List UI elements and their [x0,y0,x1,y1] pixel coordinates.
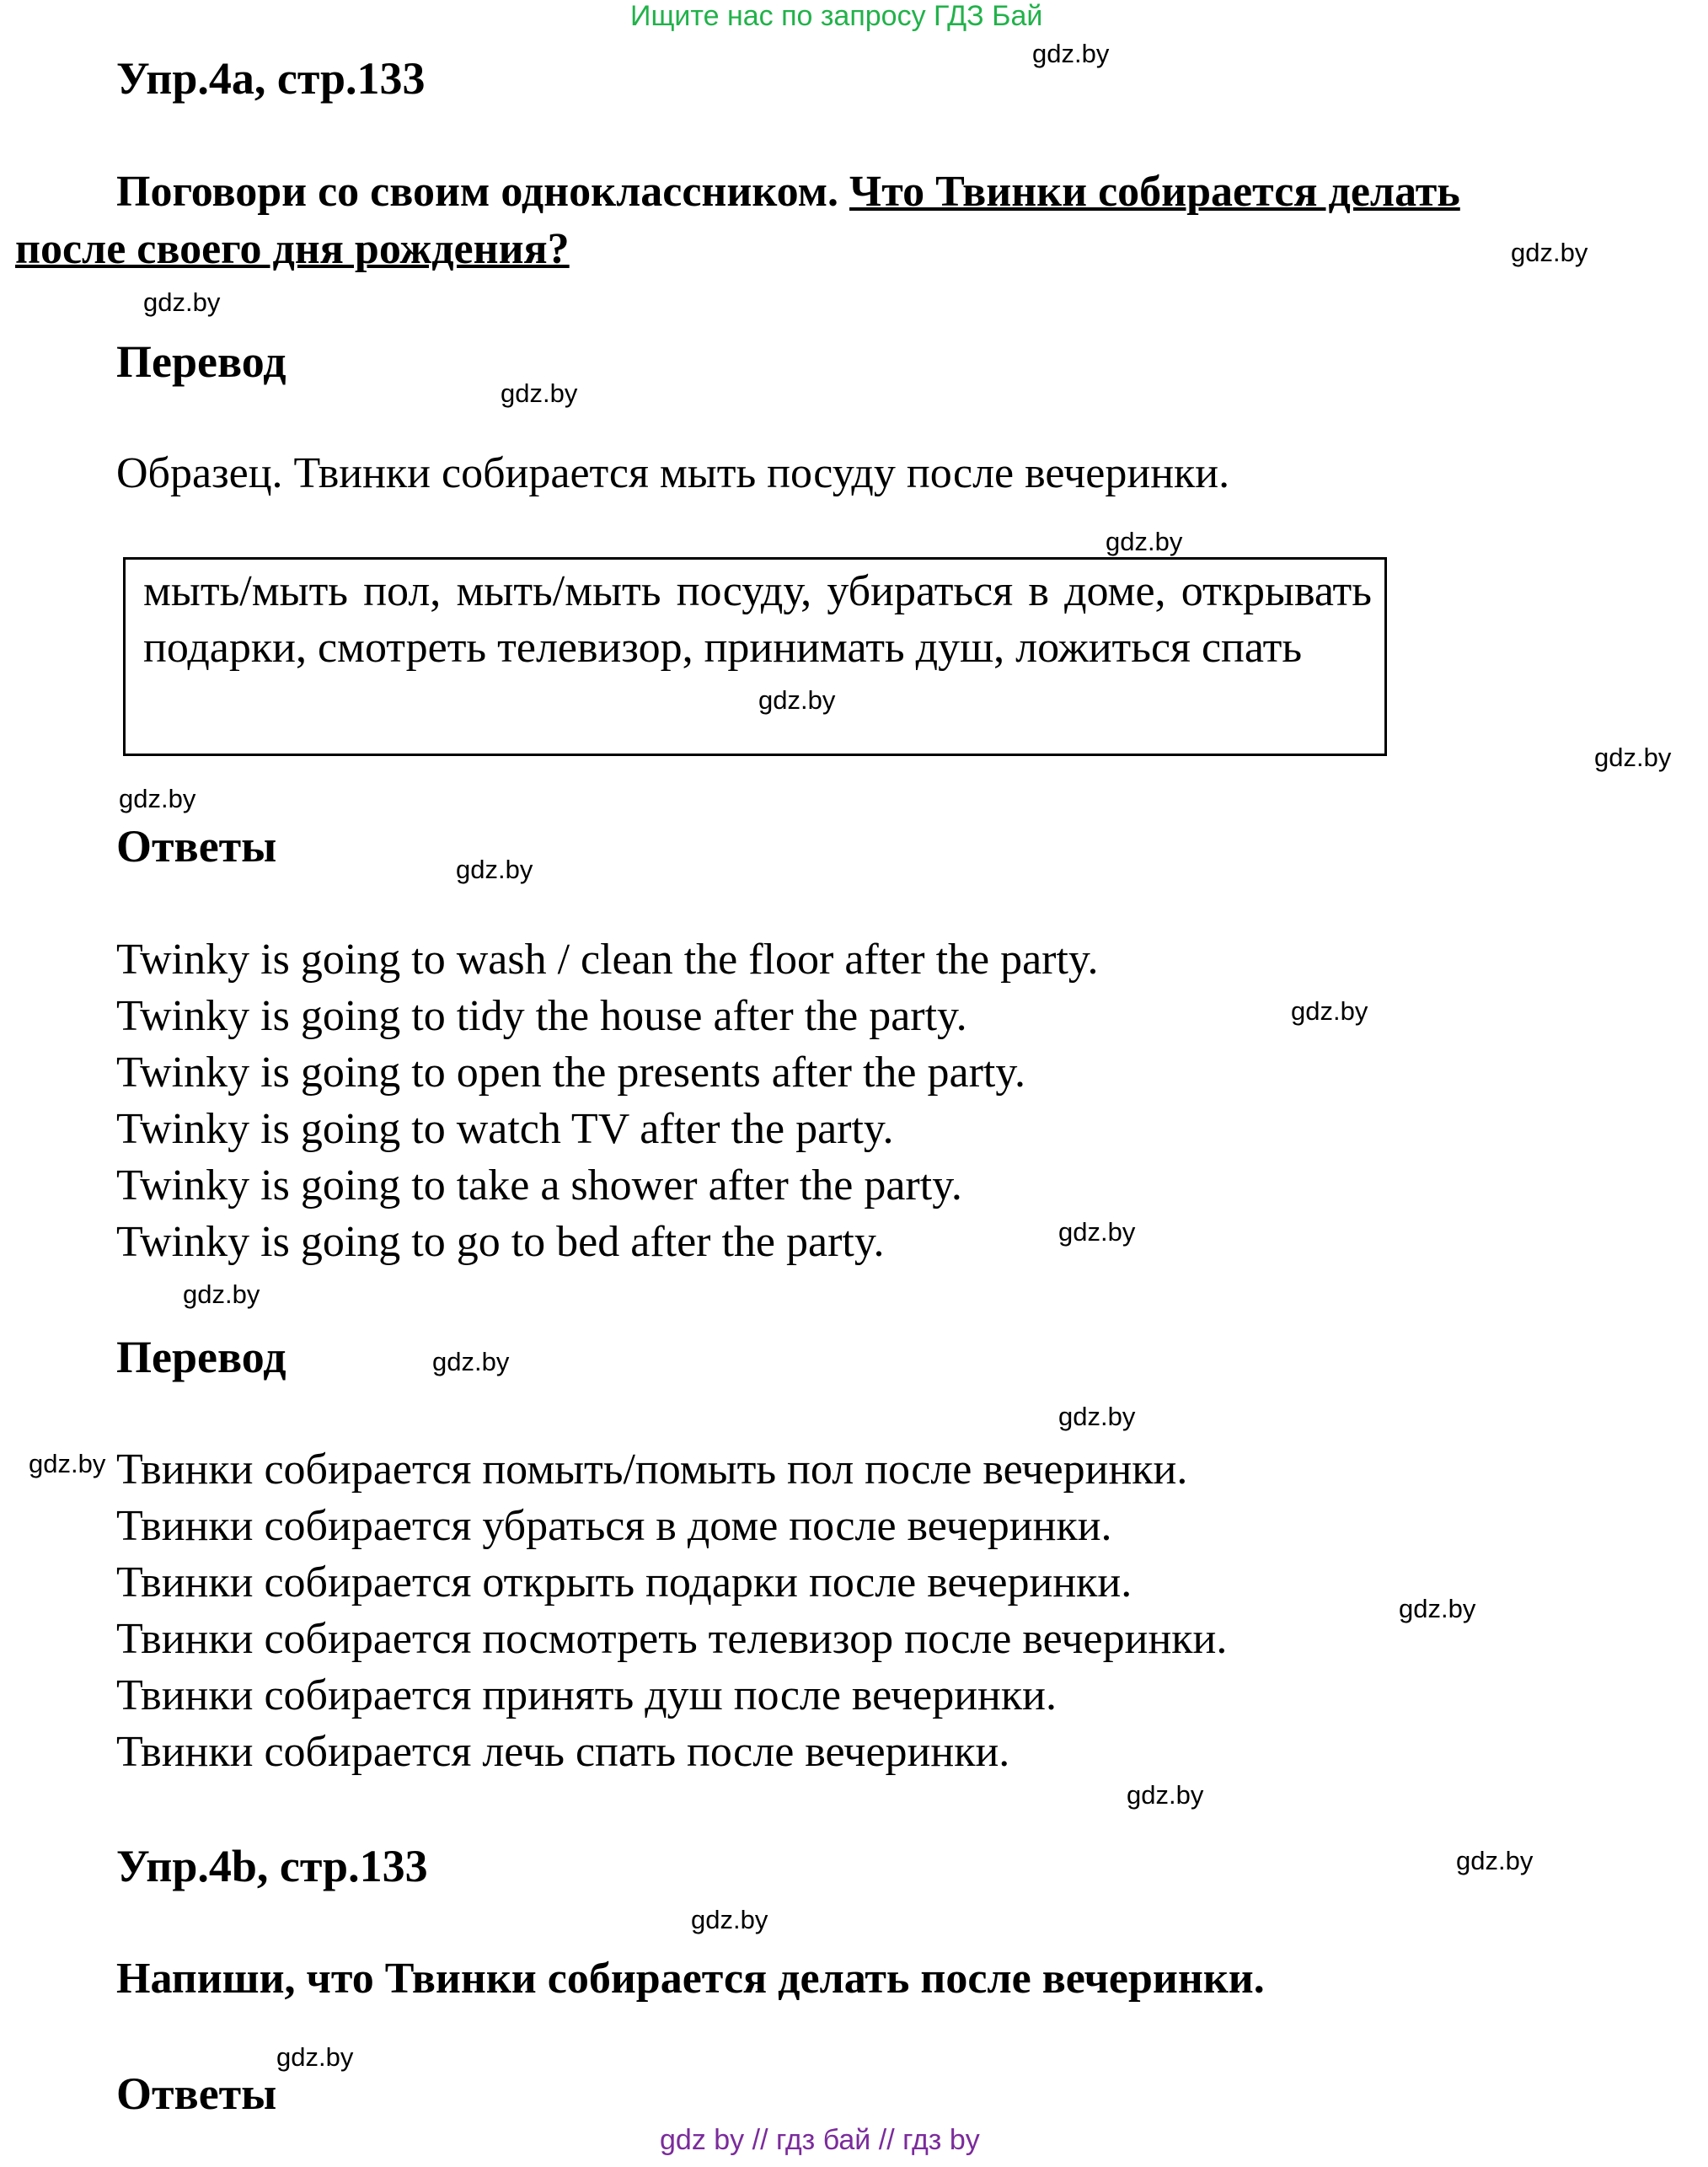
task-underlined: после своего дня рождения? [15,225,570,273]
translation2-heading: Перевод [116,1332,286,1382]
translation-line: Твинки собирается принять душ после вечеринки. [116,1671,1057,1719]
answer-line: Twinky is going to go to bed after the party. [116,1218,885,1266]
exercise-4b-title: Упр.4b, стр.133 [116,1841,428,1891]
footer-links: gdz by // гдз бай // гдз by [660,2124,980,2156]
answer-line: Twinky is going to wash / clean the floor after the party. [116,936,1099,984]
watermark: gdz.by [1291,996,1368,1026]
answer-line: Twinky is going to take a shower after the party. [116,1161,962,1210]
watermark: gdz.by [1511,238,1588,267]
answer-line: Twinky is going to watch TV after the party. [116,1105,894,1153]
watermark: gdz.by [501,378,578,408]
exercise-4a-task-line2 [15,224,570,274]
watermark: gdz.by [432,1347,510,1376]
exercise-4b-answers-heading: Ответы [116,2068,277,2119]
watermark: gdz.by [1456,1846,1534,1875]
translation-line: Твинки собирается убраться в доме после вечеринки. [116,1502,1112,1550]
sample-sentence: Образец. Твинки собирается мыть посуду после вечеринки. [116,449,1230,497]
answer-line: Twinky is going to open the presents after the party. [116,1049,1025,1097]
task-plain: Поговори со своим одноклассником. [116,168,850,216]
translation-line: Твинки собирается помыть/помыть пол после вечеринки. [116,1446,1188,1494]
answers-heading: Ответы [116,821,277,872]
exercise-4a-task-line1 [116,167,1460,217]
watermark: gdz.by [143,287,221,317]
watermark: gdz.by [758,685,836,715]
translation-heading: Перевод [116,336,286,387]
watermark: gdz.by [29,1449,106,1478]
watermark: gdz.by [1058,1402,1136,1431]
exercise-4b-task: Напиши, что Твинки собирается делать после вечеринки. [116,1955,1265,2003]
watermark: gdz.by [1594,743,1672,772]
translation-line: Твинки собирается лечь спать после вечеринки. [116,1728,1010,1776]
watermark: gdz.by [691,1905,768,1934]
task-underlined: Что Твинки собирается делать [849,168,1460,216]
watermark: gdz.by [1127,1780,1204,1810]
watermark: gdz.by [119,784,196,813]
top-banner: Ищите нас по запросу ГДЗ Бай [630,0,1043,32]
exercise-4a-title: Упр.4a, стр.133 [116,53,426,104]
watermark: gdz.by [183,1279,260,1309]
watermark: gdz.by [276,2042,354,2072]
translation-line: Твинки собирается посмотреть телевизор после вечеринки. [116,1615,1228,1663]
translation-line: Твинки собирается открыть подарки после вечеринки. [116,1558,1132,1606]
watermark: gdz.by [1106,527,1183,556]
watermark: gdz.by [456,855,533,884]
watermark: gdz.by [1058,1217,1136,1247]
watermark: gdz.by [1032,39,1110,68]
watermark: gdz.by [1399,1594,1476,1623]
word-box-text: мыть/мыть пол, мыть/мыть посуду, убираться в доме, открывать подарки, смотреть телевизор, принимать душ, ложиться спать [143,567,1372,672]
answer-line: Twinky is going to tidy the house after the party. [116,992,967,1040]
